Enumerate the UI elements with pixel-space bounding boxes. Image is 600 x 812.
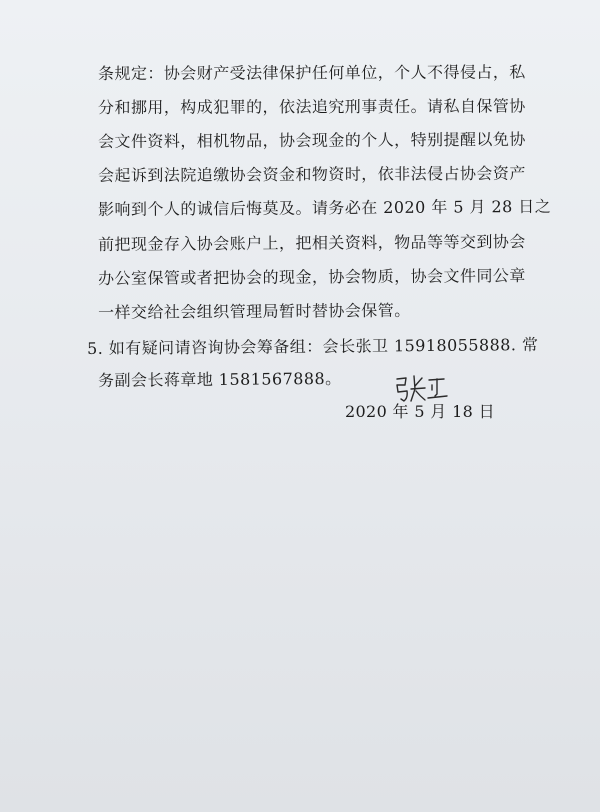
item-5-line-2: 务副会长蒋章地 1581567888。 [98,368,342,390]
body-line-5: 影响到个人的诚信后悔莫及。请务必在 2020 年 5 月 28 日之 [98,196,552,219]
item-5-line-1: 5. 如有疑问请咨询协会筹备组：会长张卫 15918055888. 常 [87,335,539,358]
body-line-7: 办公室保管或者把协会的现金，协会物质，协会文件同公章 [98,266,526,288]
body-line-3: 会文件资料，相机物品，协会现金的个人，特别提醒以免协 [98,129,526,151]
body-line-8: 一样交给社会组织管理局暂时替协会保管。 [98,300,411,322]
body-line-4: 会起诉到法院追缴协会资金和物资时，依非法侵占协会资产 [98,163,526,185]
body-line-1: 条规定：协会财产受法律保护任何单位，个人不得侵占，私 [98,62,526,83]
body-line-6: 前把现金存入协会账户上，把相关资料，物品等等交到协会 [98,232,526,254]
body-line-2: 分和挪用，构成犯罪的，依法追究刑事责任。请私自保管协 [98,96,526,117]
handwritten-signature [392,372,452,406]
document-date: 2020 年 5 月 18 日 [345,402,495,421]
